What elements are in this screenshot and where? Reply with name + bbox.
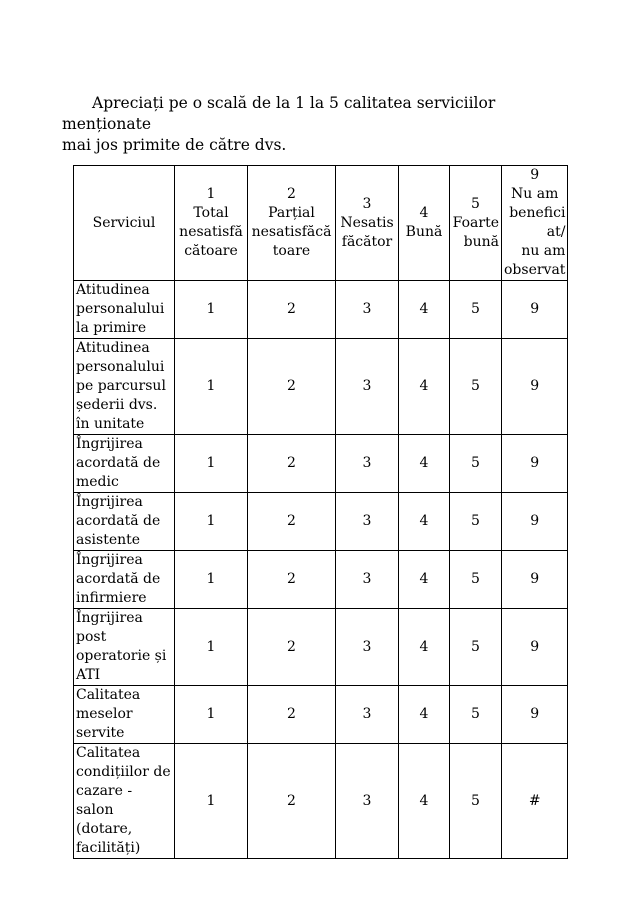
rating-cell: 2 [248,435,336,493]
column-header-2: 2 Parțial nesatisfăcă toare [248,166,336,281]
rating-cell: 9 [502,339,568,435]
header-row [74,166,568,281]
intro-line-2: mai jos primite de către dvs. [62,136,287,154]
rating-cell: 4 [399,281,450,339]
rating-cell: 5 [450,686,502,744]
rating-cell: # [502,744,568,859]
rating-cell: 3 [336,339,399,435]
table-row [74,609,568,686]
table-row [74,493,568,551]
service-cell: Îngrijirea post operatorie și ATI [74,609,175,686]
rating-cell: 4 [399,609,450,686]
table-row [74,281,568,339]
service-cell: Calitatea condițiilor de cazare - salon (dotare, facilități) [74,744,175,859]
rating-cell: 2 [248,551,336,609]
rating-cell: 4 [399,686,450,744]
rating-cell: 9 [502,493,568,551]
rating-cell: 1 [175,609,248,686]
service-cell: Îngrijirea acordată de medic [74,435,175,493]
rating-cell: 4 [399,493,450,551]
rating-cell: 2 [248,686,336,744]
rating-cell: 1 [175,281,248,339]
service-column-header: Serviciul [74,166,175,281]
rating-cell: 3 [336,493,399,551]
service-cell: Îngrijirea acordată de asistente [74,493,175,551]
rating-cell: 2 [248,339,336,435]
column-header-1: 1 Total nesatisfă cătoare [175,166,248,281]
rating-cell: 5 [450,744,502,859]
table-row [74,744,568,859]
rating-cell: 1 [175,339,248,435]
rating-cell: 4 [399,339,450,435]
table-row [74,686,568,744]
rating-cell: 5 [450,339,502,435]
table-row [74,339,568,435]
column-header-4: 4 Bună [399,166,450,281]
rating-cell: 9 [502,281,568,339]
rating-cell: 3 [336,551,399,609]
service-cell: Îngrijirea acordată de infirmiere [74,551,175,609]
column-header-3: 3 Nesatis făcător [336,166,399,281]
rating-cell: 2 [248,493,336,551]
rating-cell: 3 [336,686,399,744]
rating-cell: 5 [450,551,502,609]
rating-cell: 9 [502,435,568,493]
service-cell: Atitudinea personalului la primire [74,281,175,339]
rating-cell: 5 [450,609,502,686]
table-row [74,551,568,609]
intro-text [62,93,562,156]
rating-cell: 3 [336,435,399,493]
rating-table [73,165,568,859]
service-cell: Calitatea meselor servite [74,686,175,744]
rating-cell: 9 [502,551,568,609]
rating-cell: 5 [450,493,502,551]
rating-cell: 3 [336,281,399,339]
rating-cell: 4 [399,435,450,493]
rating-cell: 1 [175,551,248,609]
table-row [74,435,568,493]
rating-cell: 5 [450,281,502,339]
service-cell: Atitudinea personalului pe parcursul șederii dvs. în unitate [74,339,175,435]
rating-cell: 2 [248,281,336,339]
rating-cell: 4 [399,744,450,859]
rating-cell: 4 [399,551,450,609]
rating-cell: 9 [502,609,568,686]
rating-cell: 9 [502,686,568,744]
rating-cell: 1 [175,493,248,551]
rating-cell: 2 [248,609,336,686]
rating-cell: 5 [450,435,502,493]
rating-cell: 3 [336,744,399,859]
column-header-5: 5 Foarte bună [450,166,502,281]
rating-cell: 1 [175,744,248,859]
intro-line-1: Apreciați pe o scală de la 1 la 5 calitatea serviciilor menționate [62,94,496,133]
column-header-9: 9 Nu am benefici at/ nu am observat [502,166,568,281]
rating-cell: 3 [336,609,399,686]
rating-cell: 2 [248,744,336,859]
rating-cell: 1 [175,435,248,493]
rating-cell: 1 [175,686,248,744]
